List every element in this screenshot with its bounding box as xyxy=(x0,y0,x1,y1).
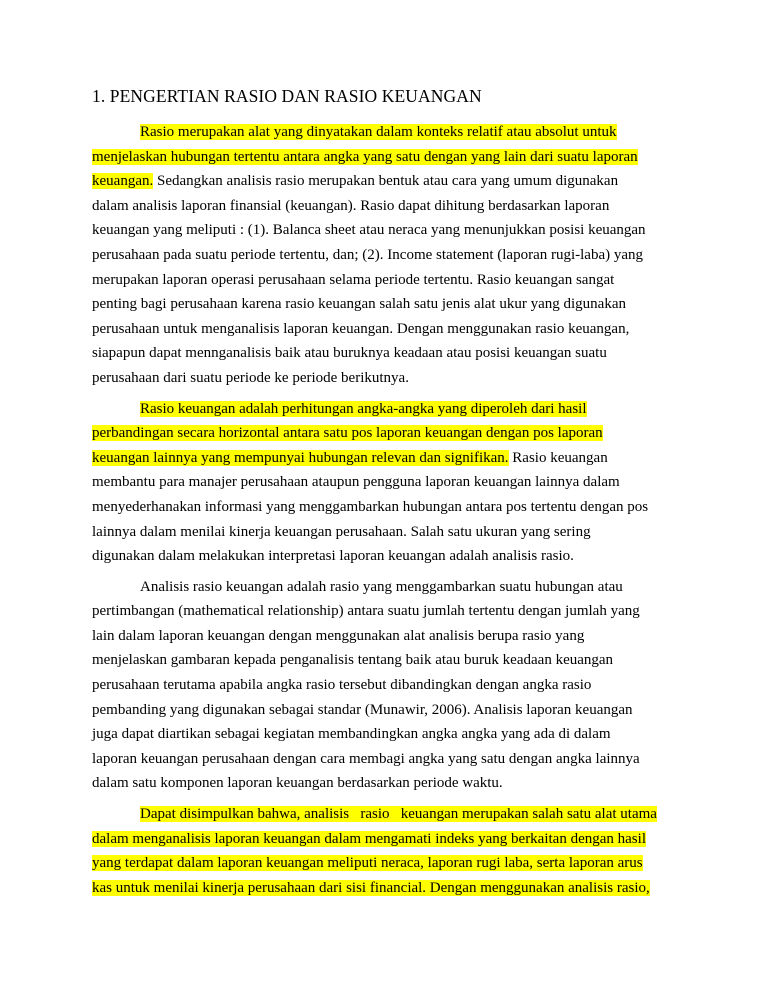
document-body xyxy=(92,120,692,900)
text-line xyxy=(92,648,692,673)
text-line xyxy=(92,575,692,600)
highlighted-text: perbandingan secara horizontal antara satu pos laporan keuangan dengan pos laporan xyxy=(92,425,603,442)
text-line xyxy=(92,292,692,317)
text-line xyxy=(92,120,692,145)
text-line xyxy=(92,722,692,747)
text-segment: laporan keuangan perusahaan dengan cara membagi angka yang satu dengan angka lainnya xyxy=(92,750,640,767)
text-segment: siapapun dapat mennganalisis baik atau buruknya keadaan atau posisi keuangan suatu xyxy=(92,345,607,362)
highlighted-text: Rasio keuangan adalah perhitungan angka-angka yang diperoleh dari hasil xyxy=(140,400,587,417)
paragraph xyxy=(92,802,692,900)
text-line xyxy=(92,169,692,194)
text-segment: pembanding yang digunakan sebagai standar (Munawir, 2006). Analisis laporan keuangan xyxy=(92,701,633,718)
text-line xyxy=(92,194,692,219)
highlighted-text: kas untuk menilai kinerja perusahaan dari sisi financial. Dengan menggunakan analisis rasio, xyxy=(92,879,650,896)
highlighted-text: dalam menganalisis laporan keuangan dalam mengamati indeks yang berkaitan dengan hasil xyxy=(92,830,646,847)
text-segment: Analisis rasio keuangan adalah rasio yang menggambarkan suatu hubungan atau xyxy=(140,578,623,595)
text-line xyxy=(92,145,692,170)
text-segment: keuangan yang meliputi : (1). Balanca sheet atau neraca yang menunjukkan posisi keuangan xyxy=(92,222,646,239)
text-line xyxy=(92,495,692,520)
text-segment: menjelaskan gambaran kepada penganalisis tentang baik atau buruk keadaan keuangan xyxy=(92,652,614,669)
text-segment: lainnya dalam menilai kinerja keuangan perusahaan. Salah satu ukuran yang sering xyxy=(92,523,591,540)
text-segment: dalam satu komponen laporan keuangan berdasarkan periode waktu. xyxy=(92,775,503,792)
text-segment: lain dalam laporan keuangan dengan menggunakan alat analisis berupa rasio yang xyxy=(92,627,585,644)
text-segment: merupakan laporan operasi perusahaan selama periode tertentu. Rasio keuangan sangat xyxy=(92,271,615,288)
text-line xyxy=(92,771,692,796)
text-line xyxy=(92,827,692,852)
text-line xyxy=(92,397,692,422)
paragraph xyxy=(92,575,692,796)
text-segment: juga dapat diartikan sebagai kegiatan membandingkan angka angka yang ada di dalam xyxy=(92,726,611,743)
text-line xyxy=(92,851,692,876)
text-segment: perusahaan untuk menganalisis laporan keuangan. Dengan menggunakan rasio keuangan, xyxy=(92,320,630,337)
highlighted-text: yang terdapat dalam laporan keuangan meliputi neraca, laporan rugi laba, serta laporan arus xyxy=(92,855,643,872)
text-line xyxy=(92,446,692,471)
text-line xyxy=(92,218,692,243)
text-segment: dalam analisis laporan finansial (keuangan). Rasio dapat dihitung berdasarkan laporan xyxy=(92,197,610,214)
paragraph xyxy=(92,120,692,391)
text-line xyxy=(92,520,692,545)
text-line xyxy=(92,747,692,772)
text-line xyxy=(92,698,692,723)
text-segment: perusahaan pada suatu periode tertentu, dan; (2). Income statement (laporan rugi-laba) yang xyxy=(92,246,644,263)
text-line xyxy=(92,317,692,342)
highlighted-text: menjelaskan hubungan tertentu antara angka yang satu dengan yang lain dari suatu laporan xyxy=(92,148,638,165)
text-line xyxy=(92,341,692,366)
text-line xyxy=(92,366,692,391)
section-heading: 1. PENGERTIAN RASIO DAN RASIO KEUANGAN xyxy=(92,86,482,106)
text-line xyxy=(92,624,692,649)
text-line xyxy=(92,673,692,698)
paragraph xyxy=(92,397,692,569)
text-segment: perusahaan dari suatu periode ke periode berikutnya. xyxy=(92,369,409,386)
text-line xyxy=(92,421,692,446)
highlighted-text: keuangan. xyxy=(92,173,154,190)
text-segment: penting bagi perusahaan karena rasio keuangan salah satu jenis alat ukur yang digunakan xyxy=(92,296,626,313)
text-segment: menyederhanakan informasi yang menggambarkan hubungan antara pos tertentu dengan pos xyxy=(92,498,649,515)
text-segment: membantu para manajer perusahaan ataupun pengguna laporan keuangan lainnya dalam xyxy=(92,474,620,491)
text-segment: Sedangkan analisis rasio merupakan bentuk atau cara yang umum digunakan xyxy=(153,173,619,190)
text-line xyxy=(92,802,692,827)
text-segment: digunakan dalam melakukan interpretasi laporan keuangan adalah analisis rasio. xyxy=(92,548,574,565)
text-segment: perusahaan terutama apabila angka rasio tersebut dibandingkan dengan angka rasio xyxy=(92,677,592,694)
text-line xyxy=(92,544,692,569)
text-line xyxy=(92,243,692,268)
text-segment: pertimbangan (mathematical relationship) antara suatu jumlah tertentu dengan jumlah yang xyxy=(92,603,640,620)
text-line xyxy=(92,268,692,293)
text-segment: Rasio keuangan xyxy=(508,449,608,466)
highlighted-text: Dapat disimpulkan bahwa, analisis rasio keuangan merupakan salah satu alat utama xyxy=(140,806,657,823)
highlighted-text: Rasio merupakan alat yang dinyatakan dalam konteks relatif atau absolut untuk xyxy=(140,124,617,140)
text-line xyxy=(92,876,692,901)
text-line xyxy=(92,599,692,624)
text-line xyxy=(92,470,692,495)
highlighted-text: keuangan lainnya yang mempunyai hubungan relevan dan signifikan. xyxy=(92,449,509,466)
